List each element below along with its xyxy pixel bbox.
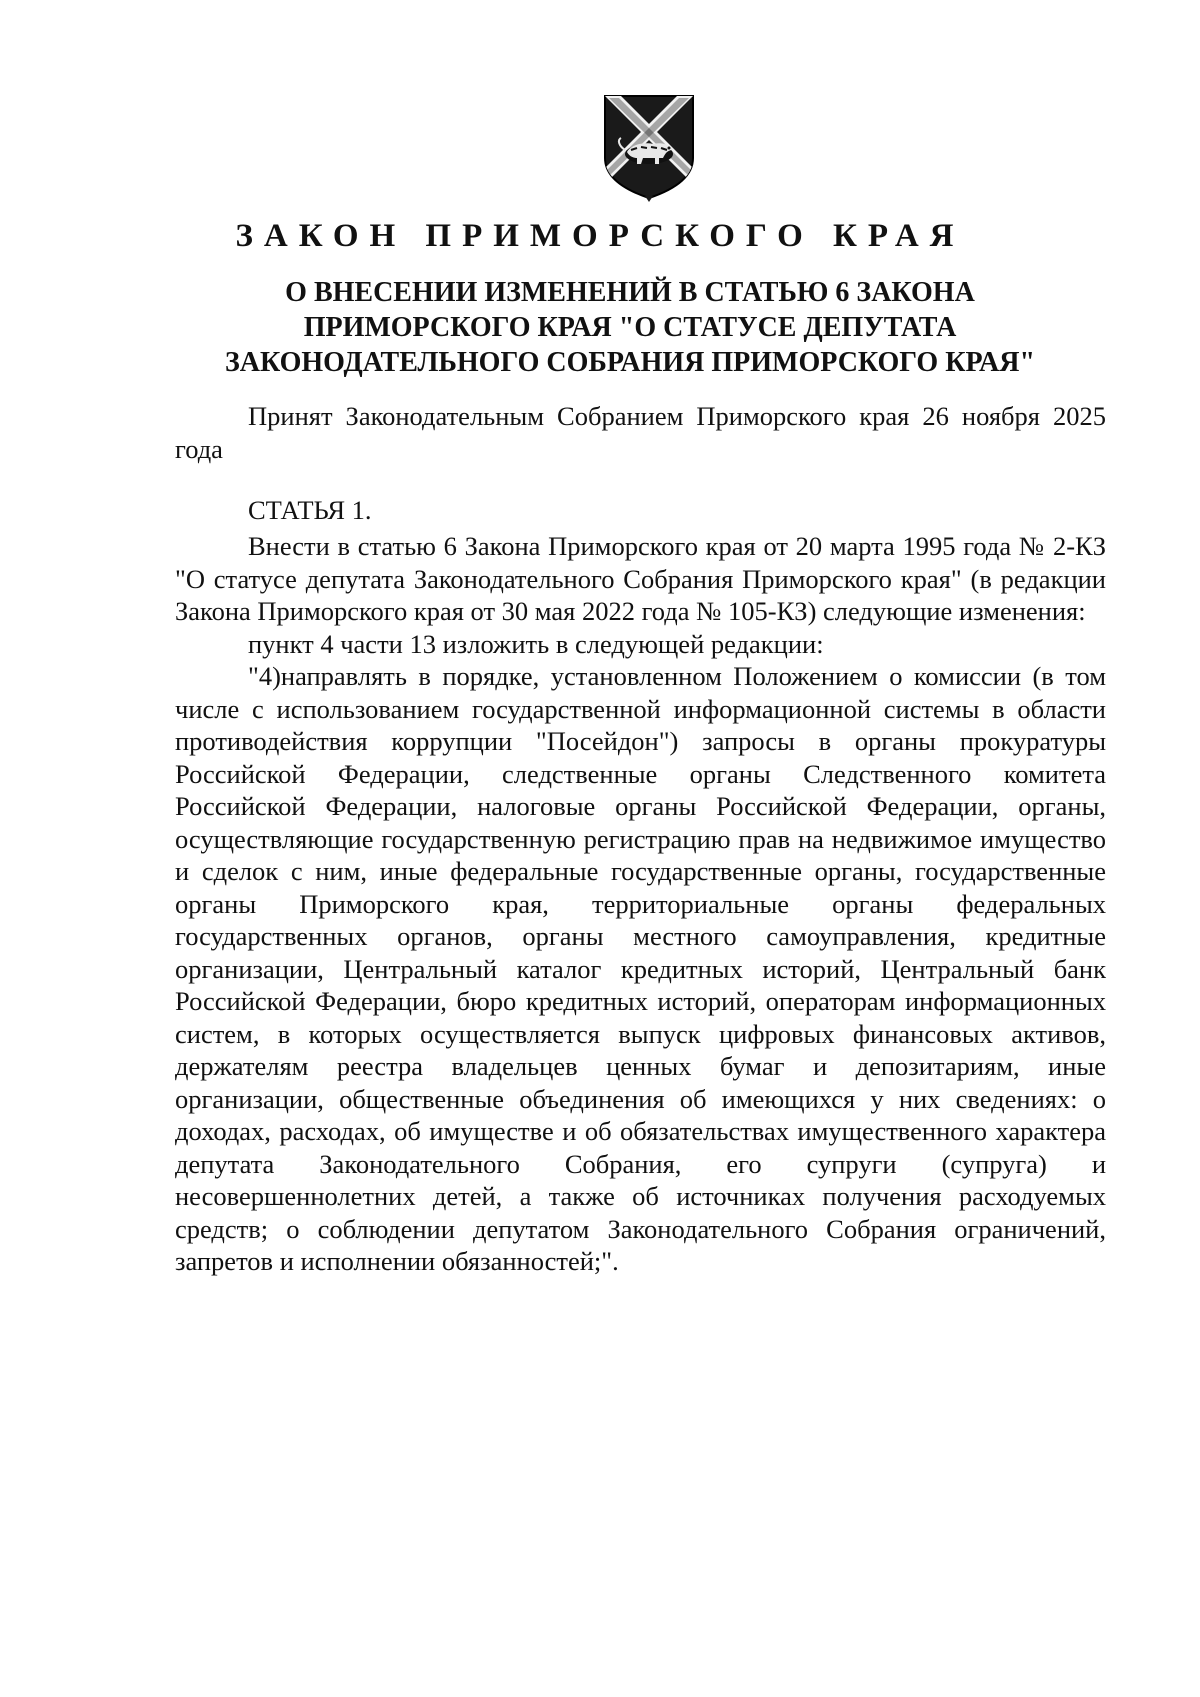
subject-line: ЗАКОНОДАТЕЛЬНОГО СОБРАНИЯ ПРИМОРСКОГО КРАЯ" bbox=[224, 347, 1036, 378]
article-body bbox=[175, 530, 1106, 1278]
subject-line: ПРИМОРСКОГО КРАЯ "О СТАТУСЕ ДЕПУТАТА bbox=[303, 312, 957, 343]
amendment-instruction: пункт 4 части 13 изложить в следующей редакции: bbox=[248, 628, 824, 659]
adoption-statement: Принят Законодательным Собранием Приморского края 26 ноября 2025 года bbox=[175, 401, 1106, 464]
article-heading: СТАТЬЯ 1. bbox=[248, 495, 372, 525]
subject-line: О ВНЕСЕНИИ ИЗМЕНЕНИЙ В СТАТЬЮ 6 ЗАКОНА bbox=[285, 277, 975, 308]
law-subject bbox=[150, 275, 1110, 380]
article-intro: Внести в статью 6 Закона Приморского края от 20 марта 1995 года № 2-КЗ "О статусе депутата Законодательного Собрания Приморского края" (в редакции Закона Приморского края от 30 мая 2022 года № 105-КЗ) следующие изменения: bbox=[175, 531, 1106, 626]
amendment-text: "4)направлять в порядке, установленном Положением о комиссии (в том числе с использованием государственной информационной системы в области противодействия коррупции "Посейдон") запросы в органы прокуратуры Российской Федерации, следственные органы Следственного комитета Российской Федерации, налоговые органы Российской Федерации, органы, осуществляющие государственную регистрацию прав на недвижимое имущество и сделок с ним, иные федеральные государственные органы, государственные органы Приморского края, территориальные органы федеральных государственных органов, органы местного самоуправления, кредитные организации, Центральный каталог кредитных историй, Центральный банк Российской Федерации, бюро кредитных историй, операторам информационных систем, в которых осуществляется выпуск цифровых финансовых активов, держателям реестра владельцев ценных бумаг и депозитариям, иные организации, общественные объединения об имеющихся у них сведениях: о доходах, расходах, об имуществе и об обязательствах имущественного характера депутата Законодательного Собрания, его супруги (супруга) и несовершеннолетних детей, а также об источниках получения расходуемых средств; о соблюдении депутатом Законодательного Собрания ограничений, запретов и исполнении обязанностей;". bbox=[175, 661, 1106, 1276]
law-title: ЗАКОН ПРИМОРСКОГО КРАЯ bbox=[235, 218, 965, 254]
coat-of-arms-icon bbox=[601, 92, 697, 202]
